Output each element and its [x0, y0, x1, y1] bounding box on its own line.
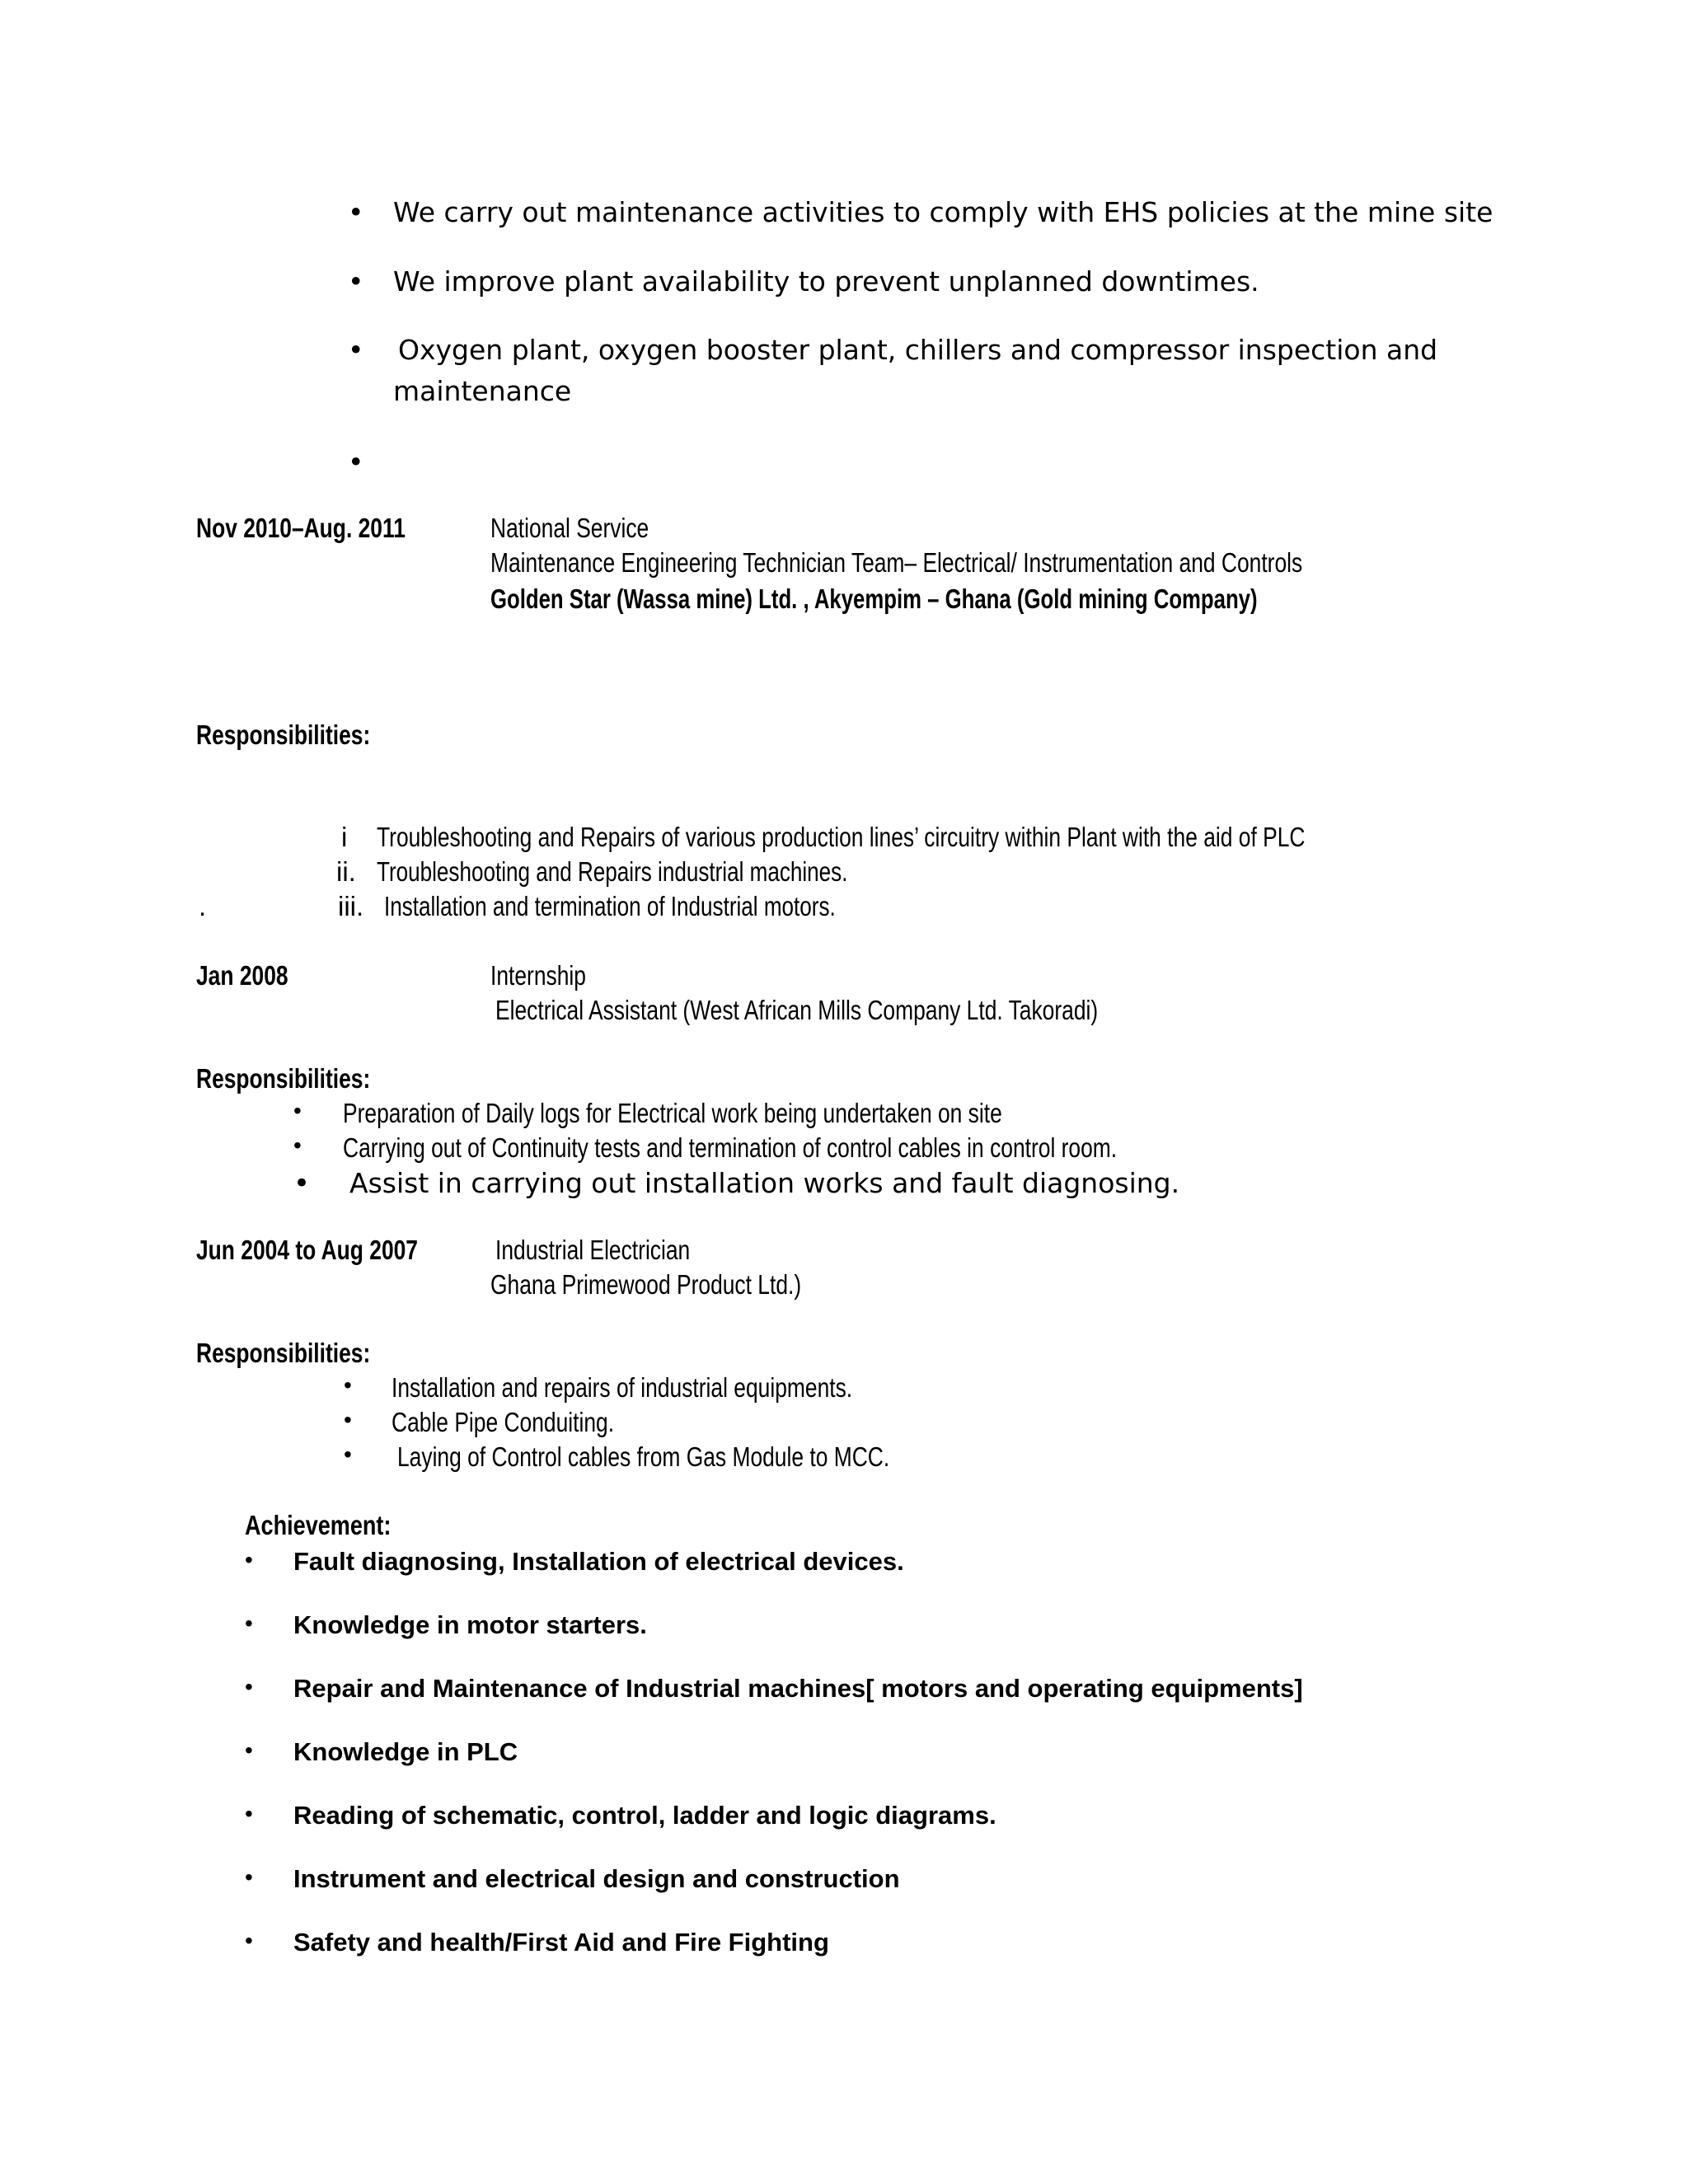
bullet: • [293, 1098, 302, 1123]
job1-responsibilities-heading: Responsibilities: [196, 719, 371, 750]
bullet: • [293, 1132, 302, 1158]
job1-resp-3-text: Installation and termination of Industrial motors. [384, 891, 836, 921]
job1-resp-1-text: Troubleshooting and Repairs of various production lines’ circuitry within Plant with the aid of PLC [377, 822, 1306, 852]
job1-resp-1-num: i [341, 822, 348, 852]
achievement-item-6: Instrument and electrical design and construction [293, 1864, 900, 1893]
achievement-item-2: Knowledge in motor starters. [293, 1610, 647, 1639]
bullet: • [245, 1737, 253, 1763]
job3-responsibilities-heading: Responsibilities: [196, 1338, 371, 1368]
job3-title: Industrial Electrician [495, 1235, 691, 1265]
bullet: • [245, 1864, 253, 1890]
intro-bullet-1-text: We carry out maintenance activities to comply with EHS policies at the mine site [393, 196, 1493, 228]
job2-dates: Jan 2008 [196, 960, 288, 991]
job3-company: Ghana Primewood Product Ltd.) [490, 1269, 802, 1300]
intro-bullet-3-text-cont: maintenance [393, 375, 572, 407]
job1-resp-2-num: ii. [336, 856, 356, 887]
job3-resp-3: Laying of Control cables from Gas Module to MCC. [397, 1441, 890, 1472]
job1-type: National Service [490, 513, 649, 543]
bullet: • [245, 1547, 253, 1572]
achievement-item-4: Knowledge in PLC [293, 1737, 518, 1766]
bullet-2: • [348, 265, 364, 298]
job3-resp-2: Cable Pipe Conduiting. [392, 1407, 615, 1437]
bullet: • [344, 1372, 352, 1398]
job3-dates: Jun 2004 to Aug 2007 [196, 1235, 418, 1265]
bullet-1: • [348, 196, 364, 228]
job1-resp-3-num: iii. [338, 891, 364, 921]
bullet: • [293, 1167, 311, 1200]
bullet: • [245, 1610, 253, 1636]
job2-title: Electrical Assistant (West African Mills Company Ltd. Takoradi) [495, 995, 1099, 1025]
achievement-item-7: Safety and health/First Aid and Fire Fighting [293, 1928, 829, 1957]
bullet-3: • [348, 334, 364, 366]
job2-type: Internship [490, 960, 586, 991]
intro-bullet-3-text: Oxygen plant, oxygen booster plant, chillers and compressor inspection and [398, 334, 1438, 366]
bullet: • [344, 1407, 352, 1432]
achievement-heading: Achievement: [245, 1510, 392, 1540]
job1-company: Golden Star (Wassa mine) Ltd. , Akyempim – Ghana (Gold mining Company) [490, 583, 1258, 614]
job1-dates: Nov 2010–Aug. 2011 [196, 513, 406, 543]
bullet: • [344, 1441, 352, 1467]
achievement-item-3: Repair and Maintenance of Industrial machines[ motors and operating equipments] [293, 1674, 1303, 1703]
achievement-item-1: Fault diagnosing, Installation of electrical devices. [293, 1547, 904, 1576]
achievement-item-5: Reading of schematic, control, ladder and logic diagrams. [293, 1801, 996, 1830]
job2-resp-1: Preparation of Daily logs for Electrical work being undertaken on site [343, 1098, 1002, 1128]
job2-resp-2: Carrying out of Continuity tests and termination of control cables in control room. [343, 1132, 1118, 1163]
job3-resp-1: Installation and repairs of industrial equipments. [392, 1372, 853, 1403]
job1-resp-2-text: Troubleshooting and Repairs industrial machines. [377, 856, 848, 887]
job2-resp-3: Assist in carrying out installation works and fault diagnosing. [349, 1167, 1180, 1199]
job1-title: Maintenance Engineering Technician Team– Electrical/ Instrumentation and Controls [490, 547, 1303, 578]
bullet: • [245, 1674, 253, 1699]
job2-responsibilities-heading: Responsibilities: [196, 1063, 371, 1094]
bullet: • [245, 1801, 253, 1826]
intro-bullet-2-text: We improve plant availability to prevent unplanned downtimes. [393, 265, 1259, 298]
job1-stray-mark: . [199, 891, 207, 921]
bullet: • [245, 1928, 253, 1953]
bullet-4: • [348, 446, 364, 478]
